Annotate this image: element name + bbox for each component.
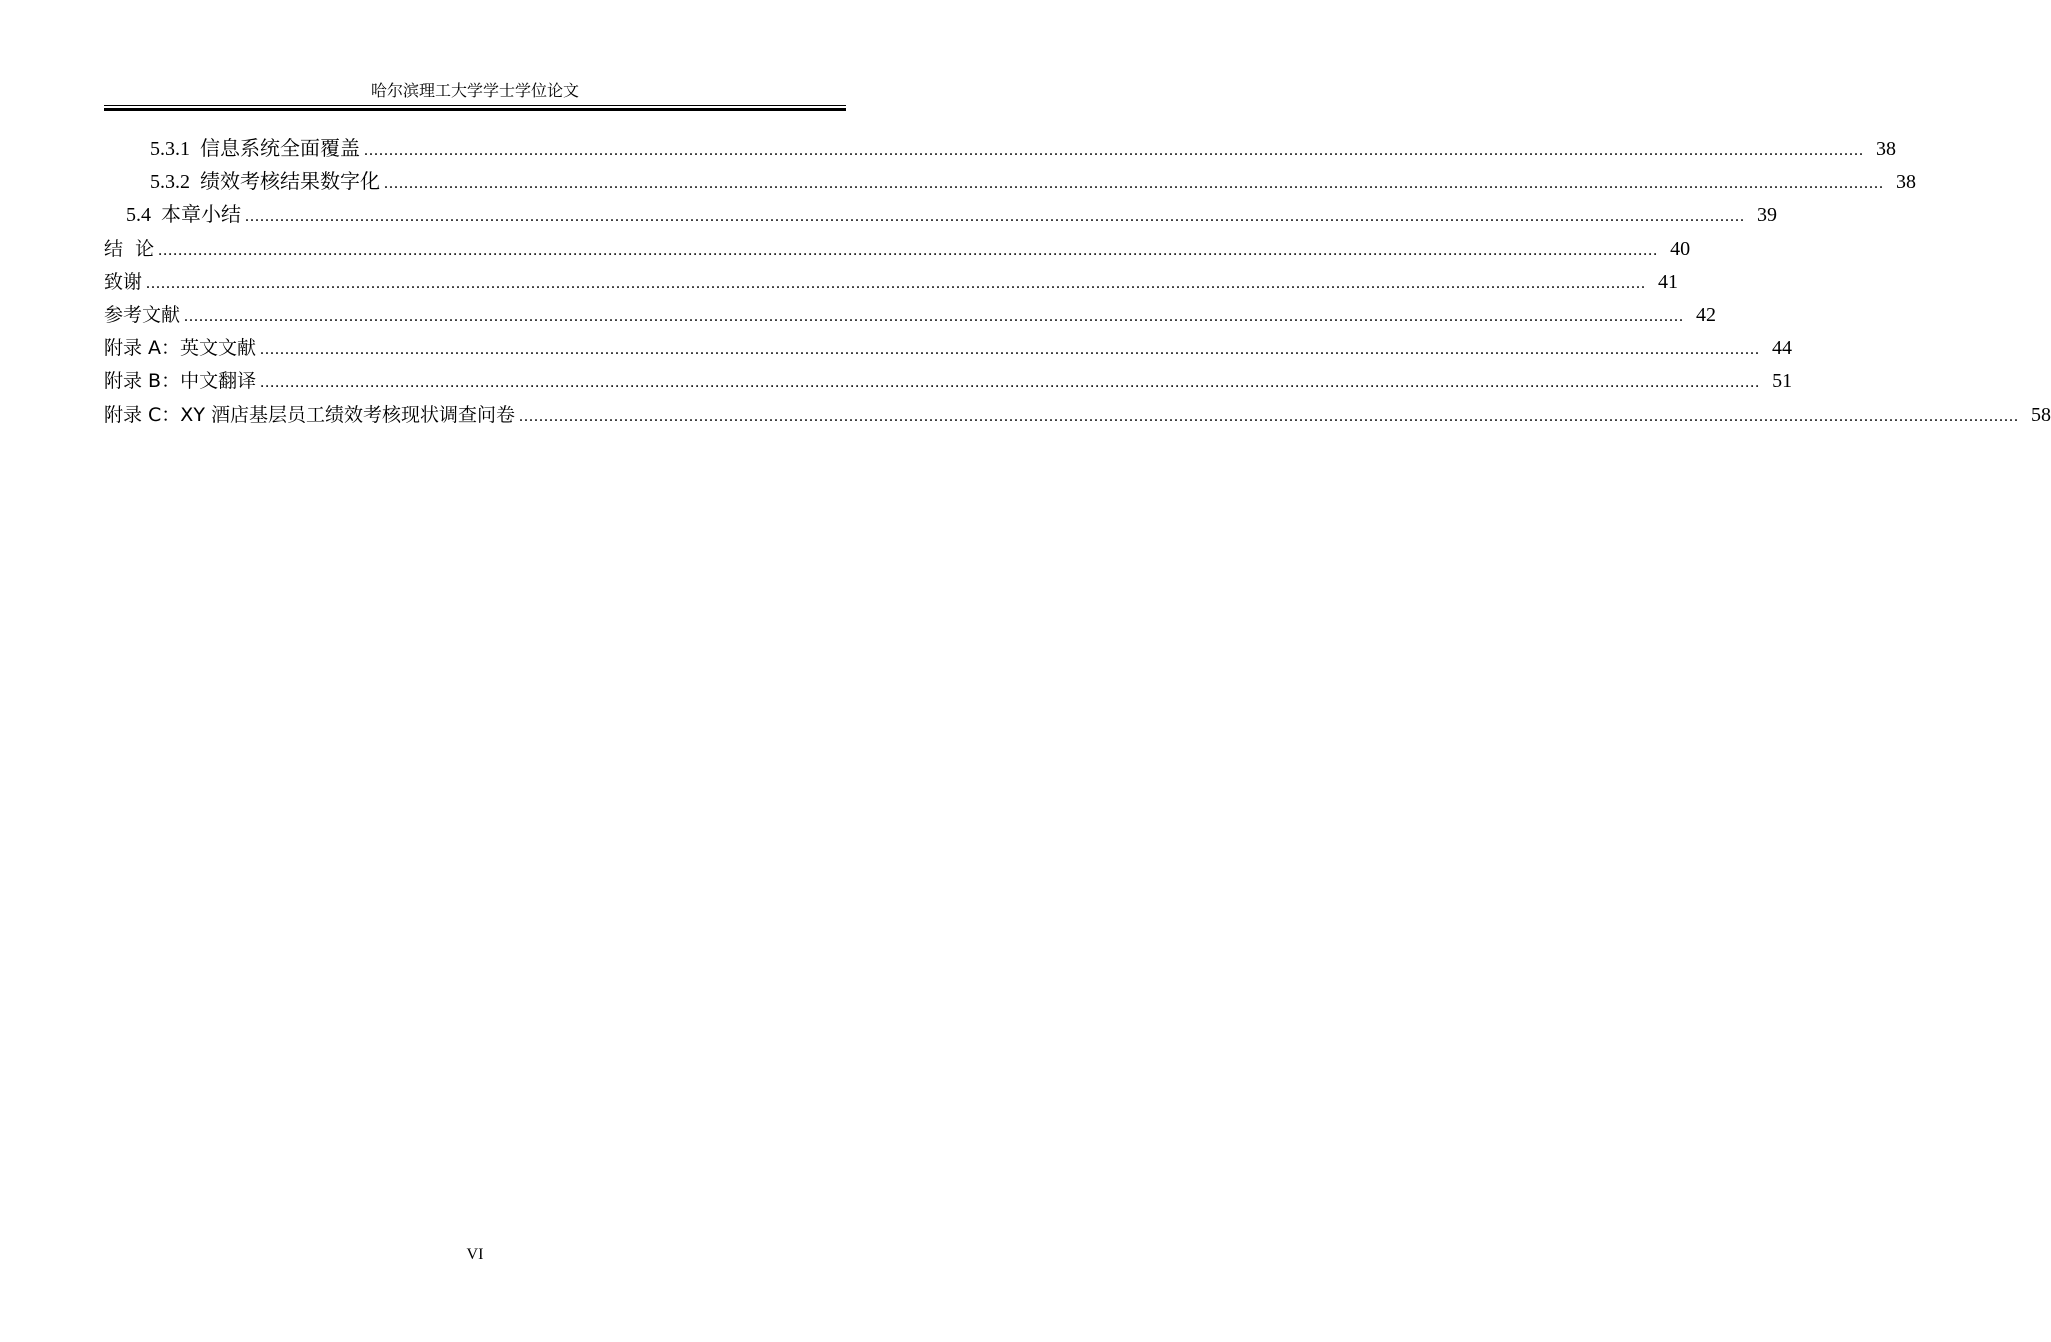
table-of-contents xyxy=(104,133,2051,432)
toc-leader-dots: ............................................................................................................................................................................................................................................................................................................ xyxy=(158,241,1659,259)
toc-leader-dots: ............................................................................................................................................................................................................................................................................................................ xyxy=(518,407,2019,425)
toc-entry-page: 51 xyxy=(1772,370,1793,393)
toc-entry-number: 5.4 xyxy=(126,204,151,227)
toc-entry-page: 38 xyxy=(1896,171,1916,194)
page-number: VI xyxy=(466,1246,484,1263)
toc-leader-dots: ............................................................................................................................................................................................................................................................................................................ xyxy=(260,341,1761,359)
toc-entry-title: 参考文献 xyxy=(104,303,181,326)
toc-entry-appendix-c[interactable] xyxy=(104,399,2051,432)
toc-entry-page: 40 xyxy=(1670,237,1691,260)
toc-entry-5-3-1[interactable] xyxy=(104,133,1896,166)
toc-entry-page: 38 xyxy=(1876,138,1896,160)
toc-leader-dots: ............................................................................................................................................................................................................................................................................................................ xyxy=(384,175,1884,193)
toc-entry-page: 58 xyxy=(2030,403,2051,426)
toc-entry-page: 42 xyxy=(1696,303,1717,326)
toc-entry-title: 附录 B：中文翻译 xyxy=(104,370,257,393)
toc-entry-references[interactable] xyxy=(104,299,1717,332)
toc-leader-dots: ............................................................................................................................................................................................................................................................................................................ xyxy=(184,307,1685,325)
running-header: 哈尔滨理工大学学士学位论文 xyxy=(370,83,579,100)
toc-entry-title: 本章小结 xyxy=(161,204,241,227)
toc-entry-appendix-b[interactable] xyxy=(104,365,1793,398)
toc-entry-title: 致谢 xyxy=(104,270,143,293)
toc-entry-title: 附录 C：XY 酒店基层员工绩效考核现状调查问卷 xyxy=(104,403,515,426)
toc-entry-title: 绩效考核结果数字化 xyxy=(200,171,380,194)
toc-entry-page: 41 xyxy=(1658,270,1679,293)
toc-entry-conclusion[interactable] xyxy=(104,233,1691,266)
toc-entry-5-4[interactable] xyxy=(104,199,1777,232)
toc-entry-number: 5.3.2 xyxy=(150,171,190,194)
toc-entry-page: 39 xyxy=(1757,204,1777,227)
header-rule-thick xyxy=(104,108,846,111)
toc-entry-page: 44 xyxy=(1772,337,1793,360)
toc-entry-title: 附录 A：英文文献 xyxy=(104,337,257,360)
toc-entry-title: 信息系统全面覆盖 xyxy=(200,138,360,160)
header-rule-thin xyxy=(104,105,846,106)
toc-leader-dots: ............................................................................................................................................................................................................................................................................................................ xyxy=(245,208,1745,226)
toc-entry-acknowledgements[interactable] xyxy=(104,266,1679,299)
toc-entry-5-3-2[interactable] xyxy=(104,166,1916,199)
toc-leader-dots: ............................................................................................................................................................................................................................................................................................................ xyxy=(364,142,1864,159)
toc-entry-number: 5.3.1 xyxy=(150,138,190,160)
toc-leader-dots: ............................................................................................................................................................................................................................................................................................................ xyxy=(260,374,1761,392)
toc-entry-title: 结 论 xyxy=(104,237,155,260)
toc-entry-appendix-a[interactable] xyxy=(104,332,1793,365)
toc-leader-dots: ............................................................................................................................................................................................................................................................................................................ xyxy=(146,274,1647,292)
